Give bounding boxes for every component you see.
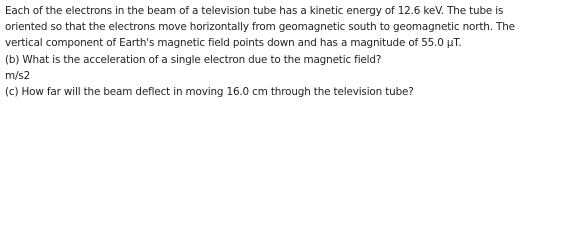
part-b-unit: m/s2 bbox=[5, 69, 31, 82]
part-c-question: (c) How far will the beam deflect in moving 16.0 cm through the television tube? bbox=[5, 85, 414, 98]
problem-text bbox=[5, 3, 579, 100]
problem-intro bbox=[5, 3, 579, 52]
intro-line-1: Each of the electrons in the beam of a television tube has a kinetic energy of 12.6 keV. The tube is bbox=[5, 5, 504, 17]
intro-line-2: oriented so that the electrons move horizontally from geomagnetic south to geomagnetic north. The bbox=[5, 21, 515, 34]
intro-line-3: vertical component of Earth's magnetic field points down and has a magnitude of 55.0 µT. bbox=[5, 37, 462, 50]
part-b-question: (b) What is the acceleration of a single electron due to the magnetic field? bbox=[5, 53, 382, 66]
